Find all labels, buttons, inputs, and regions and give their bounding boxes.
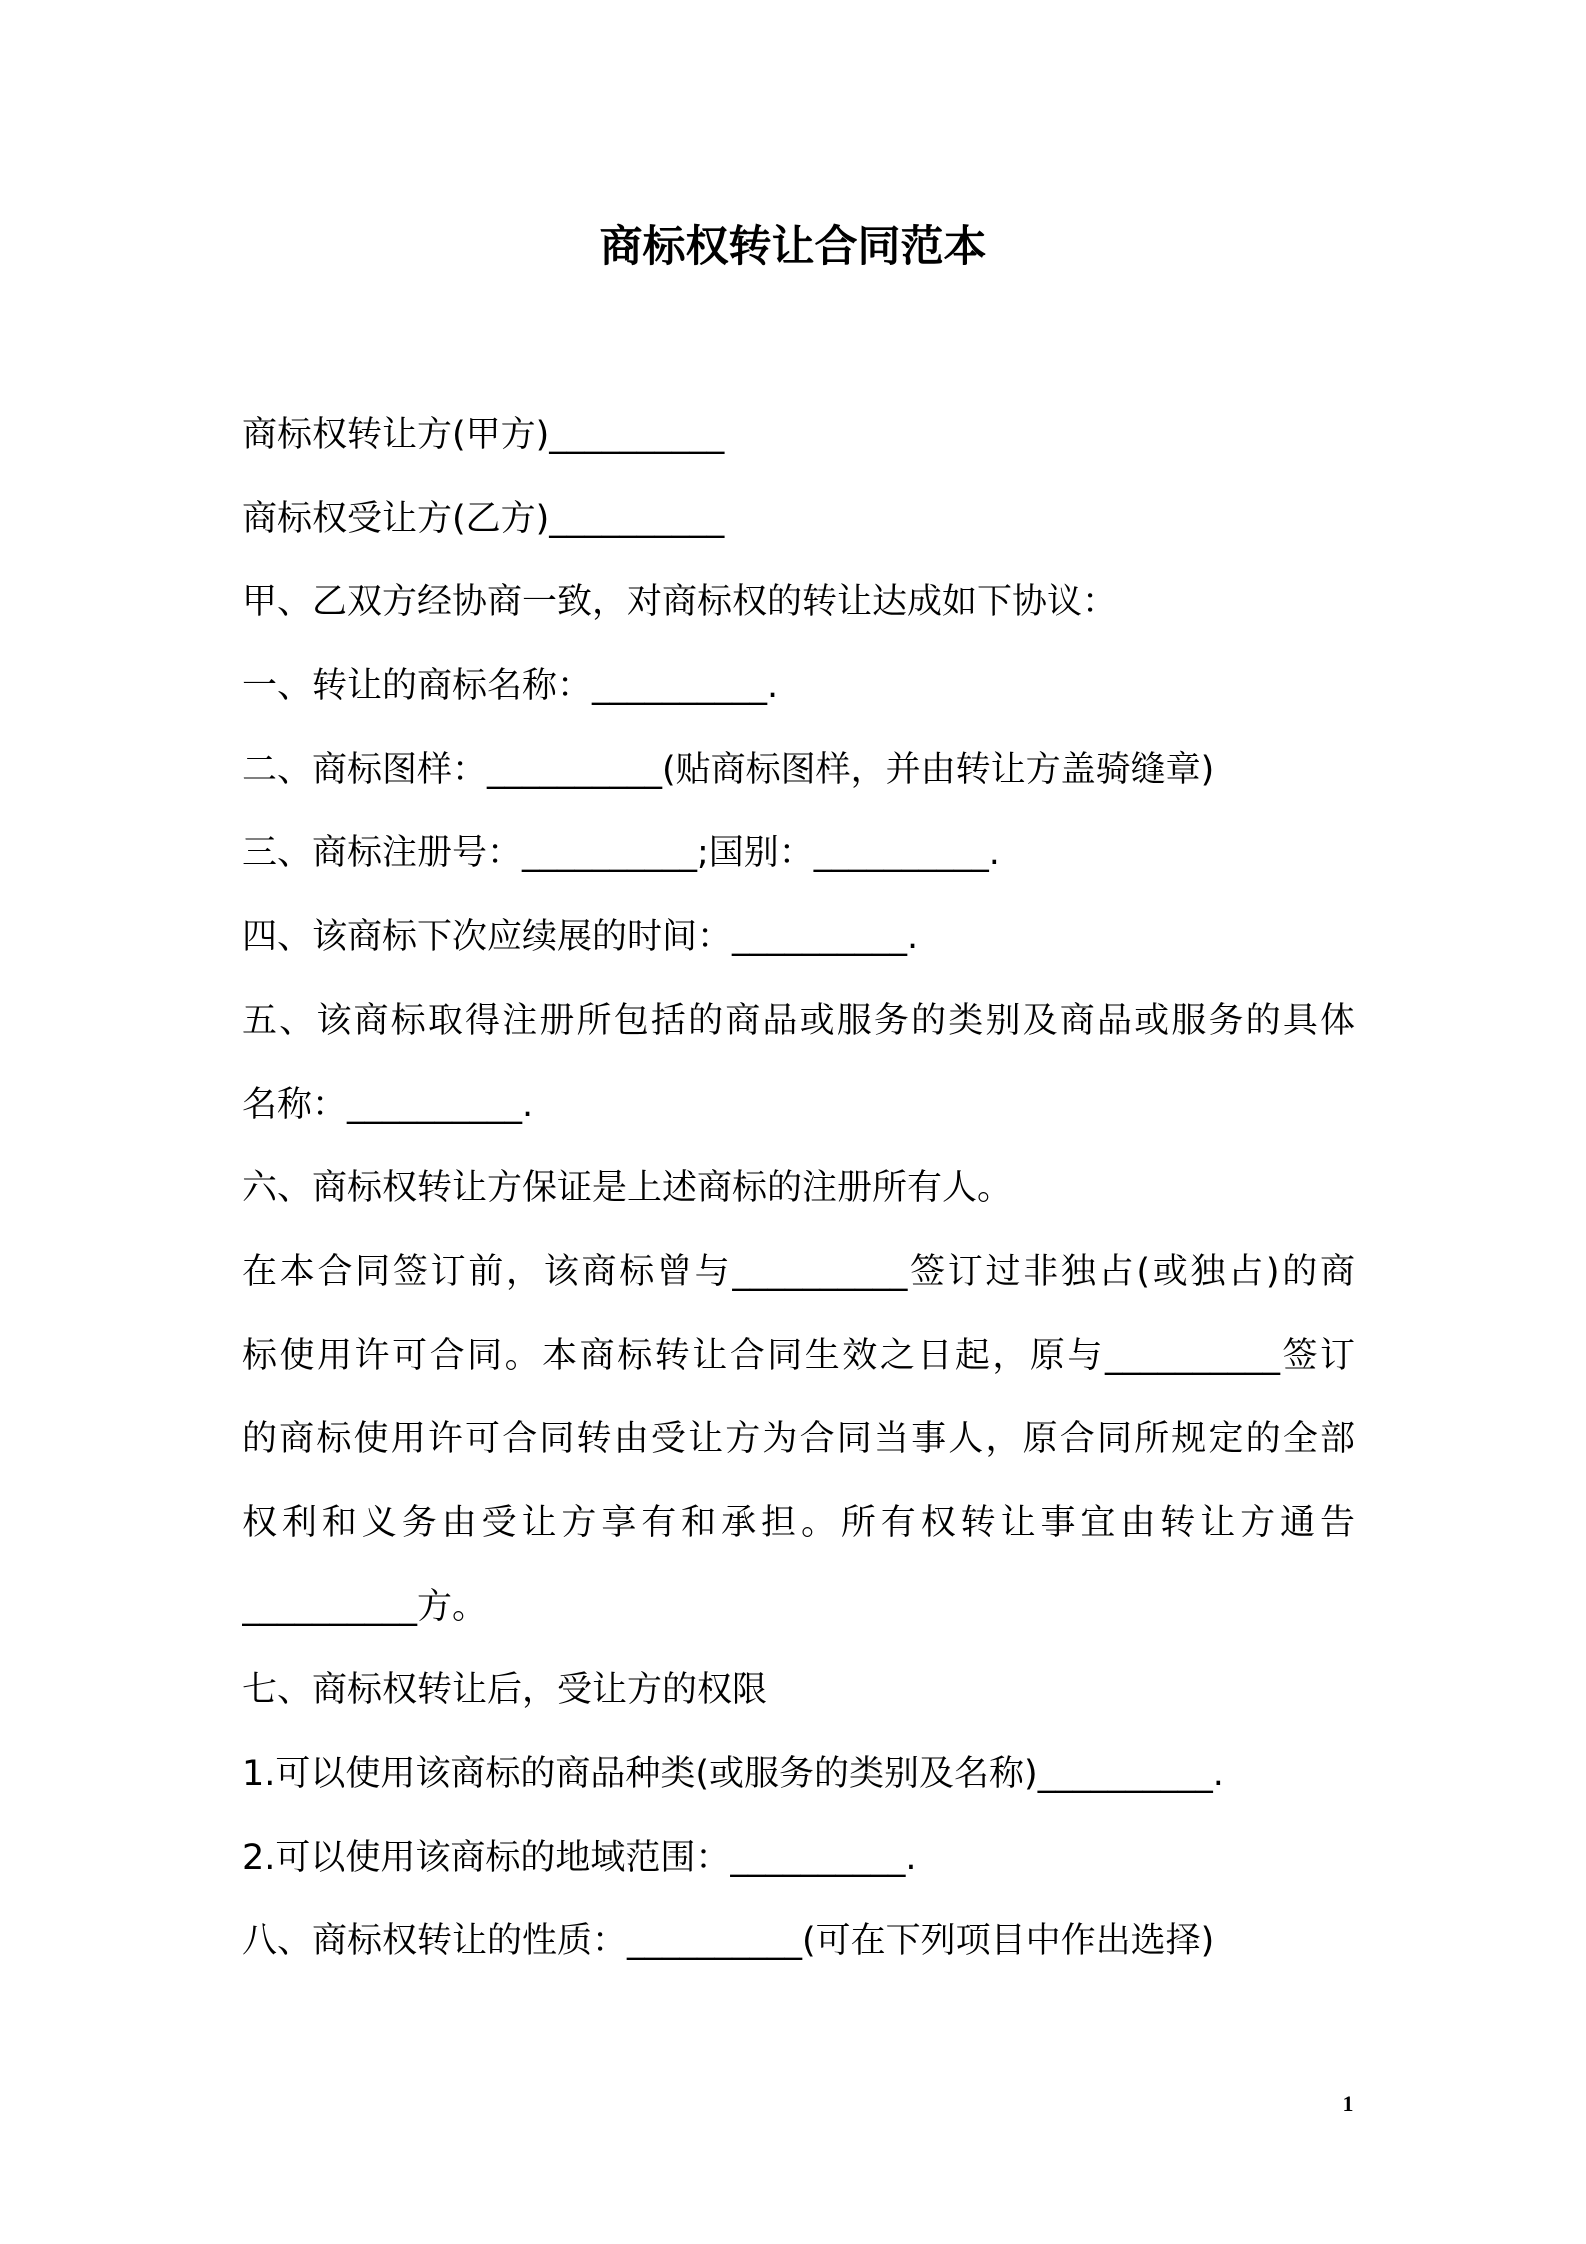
clause-5-goods-services-line-2: 名称：__________. [242, 1084, 534, 1125]
license-paragraph-line-2: 标使用许可合同。本商标转让合同生效之日起，原与__________签订 [242, 1335, 1355, 1376]
clause-3-registration-number: 三、商标注册号：__________;国别：__________. [242, 833, 1000, 874]
transferor-party-line: 商标权转让方(甲方)__________ [242, 415, 725, 455]
license-paragraph-line-5: __________方。 [242, 1586, 488, 1627]
license-paragraph-line-4: 权利和义务由受让方享有和承担。所有权转让事宜由转让方通告 [242, 1502, 1355, 1543]
clause-7-heading: 七、商标权转让后，受让方的权限 [242, 1670, 768, 1711]
license-paragraph-line-1: 在本合同签订前，该商标曾与__________签订过非独占(或独占)的商 [242, 1251, 1355, 1292]
transferee-party-line: 商标权受让方(乙方)__________ [242, 498, 725, 539]
license-paragraph-line-3: 的商标使用许可合同转由受让方为合同当事人，原合同所规定的全部 [242, 1419, 1355, 1460]
clause-1-trademark-name: 一、转让的商标名称：__________. [242, 666, 779, 707]
clause-7-item-1: 1.可以使用该商标的商品种类(或服务的类别及名称)__________. [242, 1754, 1224, 1794]
clause-8-nature: 八、商标权转让的性质：__________(可在下列项目中作出选择) [242, 1921, 1215, 1962]
clause-4-renewal-time: 四、该商标下次应续展的时间：__________. [242, 917, 919, 958]
document-title: 商标权转让合同范本 [599, 222, 987, 272]
document-body [242, 394, 1355, 1984]
clause-6-owner-guarantee: 六、商标权转让方保证是上述商标的注册所有人。 [242, 1168, 1013, 1209]
agreement-intro-line: 甲、乙双方经协商一致，对商标权的转让达成如下协议： [242, 582, 1118, 623]
clause-2-trademark-sample: 二、商标图样：__________(贴商标图样，并由转让方盖骑缝章) [242, 749, 1215, 790]
page-number: 1 [1342, 2091, 1354, 2116]
clause-7-item-2: 2.可以使用该商标的地域范围：__________. [242, 1837, 917, 1878]
clause-5-goods-services-line-1: 五、该商标取得注册所包括的商品或服务的类别及商品或服务的具体 [242, 1000, 1355, 1041]
